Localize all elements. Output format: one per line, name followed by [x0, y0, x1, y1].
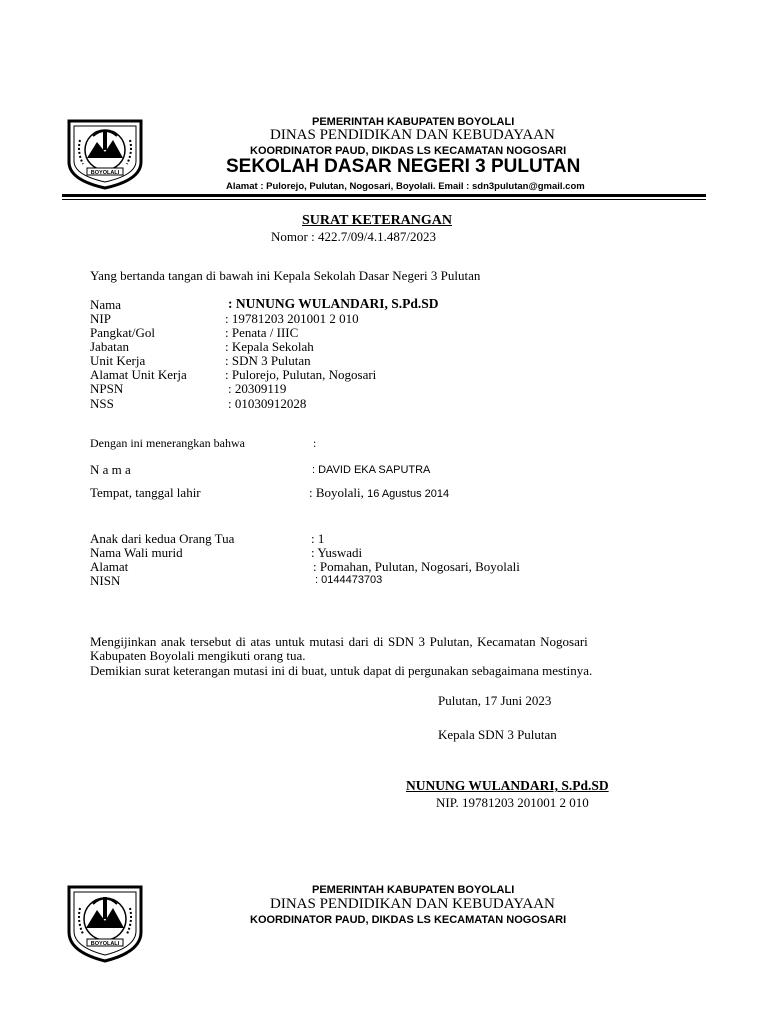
- signature-nip: NIP. 19781203 201001 2 010: [436, 795, 589, 810]
- body-paragraph-1-line-2: Kabupaten Boyolali mengikuti orang tua.: [90, 648, 306, 663]
- letterhead-address: Alamat : Pulorejo, Pulutan, Nogosari, Boyolali. Email : sdn3pulutan@gmail.com: [226, 181, 585, 192]
- letterhead2-government: PEMERINTAH KABUPATEN BOYOLALI: [312, 884, 515, 896]
- signer-rank-value: : Penata / IIIC: [225, 325, 299, 340]
- letterhead-department: DINAS PENDIDIKAN DAN KEBUDAYAAN: [270, 127, 555, 143]
- signer-position-value: : Kepala Sekolah: [225, 339, 314, 354]
- student-name-label: N a m a: [90, 462, 131, 477]
- svg-text:BOYOLALI: BOYOLALI: [90, 940, 120, 947]
- signer-nss-value: : 01030912028: [228, 396, 307, 411]
- letterhead2-coordinator: KOORDINATOR PAUD, DIKDAS LS KECAMATAN NOGOSARI: [250, 914, 567, 926]
- svg-text:BOYOLALI: BOYOLALI: [90, 169, 120, 176]
- signer-position-label: Jabatan: [90, 339, 129, 354]
- student-birth-label: Tempat, tanggal lahir: [90, 485, 201, 500]
- body-paragraph-1-line-1: Mengijinkan anak tersebut di atas untuk mutasi dari di SDN 3 Pulutan, Kecamatan Nogosari: [90, 634, 588, 649]
- signature-name: NUNUNG WULANDARI, S.Pd.SD: [406, 778, 609, 793]
- student-birth-place: : Boyolali,: [309, 485, 368, 500]
- student-name-value: : DAVID EKA SAPUTRA: [312, 464, 431, 476]
- student-birth-date: 16 Agustus 2014: [367, 488, 450, 500]
- letter-intro: Yang bertanda tangan di bawah ini Kepala Sekolah Dasar Negeri 3 Pulutan: [90, 268, 481, 283]
- student-birth-value: [309, 485, 449, 501]
- student-address-label: Alamat: [90, 559, 129, 574]
- student-nisn-label: NISN: [90, 573, 121, 588]
- signer-npsn-label: NPSN: [90, 381, 124, 396]
- letterhead-coordinator: KOORDINATOR PAUD, DIKDAS LS KECAMATAN NOGOSARI: [250, 145, 567, 157]
- declaration-label: Dengan ini menerangkan bahwa: [90, 436, 245, 450]
- signer-nss-label: NSS: [90, 396, 114, 411]
- student-guardian-value: : Yuswadi: [311, 545, 363, 560]
- student-address-value: : Pomahan, Pulutan, Nogosari, Boyolali: [313, 559, 520, 574]
- signature-place-date: Pulutan, 17 Juni 2023: [438, 693, 552, 708]
- signer-nip-label: NIP: [90, 311, 111, 326]
- signer-unit-address-value: : Pulorejo, Pulutan, Nogosari: [225, 367, 377, 382]
- student-guardian-label: Nama Wali murid: [90, 545, 183, 560]
- boyolali-seal-icon: [63, 118, 147, 190]
- letterhead-school-name: SEKOLAH DASAR NEGERI 3 PULUTAN: [226, 156, 581, 177]
- header-divider-thick: [62, 194, 706, 197]
- body-paragraph-2: Demikian surat keterangan mutasi ini di buat, untuk dapat di pergunakan sebagaimana mestinya.: [90, 663, 593, 678]
- student-nisn-value: : 0144473703: [315, 574, 383, 586]
- student-child-value: : 1: [311, 531, 325, 546]
- signer-nip-value: : 19781203 201001 2 010: [225, 311, 359, 326]
- signer-unit-value: : SDN 3 Pulutan: [225, 353, 311, 368]
- signer-unit-address-label: Alamat Unit Kerja: [90, 367, 187, 382]
- signature-position: Kepala SDN 3 Pulutan: [438, 727, 557, 742]
- letterhead-government: PEMERINTAH KABUPATEN BOYOLALI: [312, 116, 515, 128]
- header-divider-thin: [62, 199, 706, 200]
- signer-unit-label: Unit Kerja: [90, 353, 146, 368]
- letter-number: Nomor : 422.7/09/4.1.487/2023: [271, 229, 437, 244]
- boyolali-seal-icon-second: [63, 884, 147, 964]
- signer-rank-label: Pangkat/Gol: [90, 325, 155, 340]
- signer-npsn-value: : 20309119: [228, 381, 287, 396]
- signer-name-label: Nama: [90, 297, 122, 312]
- letterhead2-department: DINAS PENDIDIKAN DAN KEBUDAYAAN: [270, 896, 555, 912]
- letter-title: SURAT KETERANGAN: [302, 213, 453, 228]
- declaration-colon: :: [313, 436, 317, 450]
- student-child-label: Anak dari kedua Orang Tua: [90, 531, 235, 546]
- signer-name-value: : NUNUNG WULANDARI, S.Pd.SD: [228, 296, 439, 311]
